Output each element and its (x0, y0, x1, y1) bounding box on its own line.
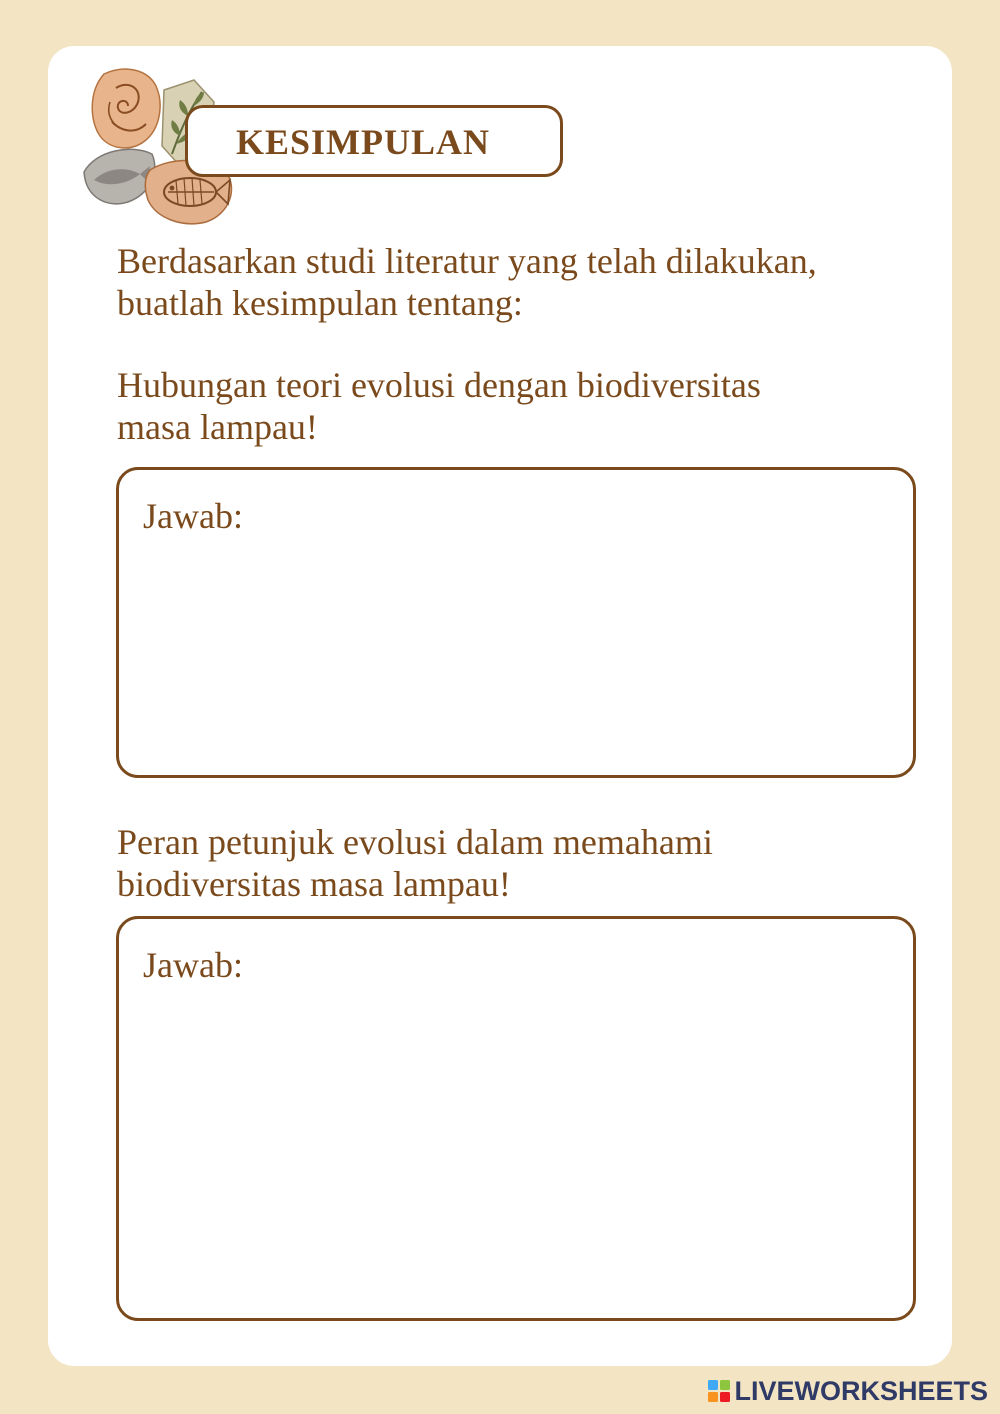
liveworksheets-branding (708, 1376, 988, 1406)
brand-name: LIVEWORKSHEETS (734, 1375, 988, 1406)
answer-box-1[interactable] (116, 467, 916, 778)
question-1-line-2: masa lampau! (117, 407, 318, 447)
answer-label-1: Jawab: (143, 496, 243, 536)
liveworksheets-logo-icon (708, 1380, 730, 1402)
answer-box-2[interactable] (116, 916, 916, 1321)
question-2-line-2: biodiversitas masa lampau! (117, 864, 511, 904)
intro-line-1: Berdasarkan studi literatur yang telah dilakukan, (117, 241, 817, 281)
question-1-line-1: Hubungan teori evolusi dengan biodiversitas (117, 365, 761, 405)
intro-line-2: buatlah kesimpulan tentang: (117, 283, 523, 323)
answer-label-2: Jawab: (143, 945, 243, 985)
page-title: KESIMPULAN (236, 122, 491, 162)
question-2-line-1: Peran petunjuk evolusi dalam memahami (117, 822, 713, 862)
